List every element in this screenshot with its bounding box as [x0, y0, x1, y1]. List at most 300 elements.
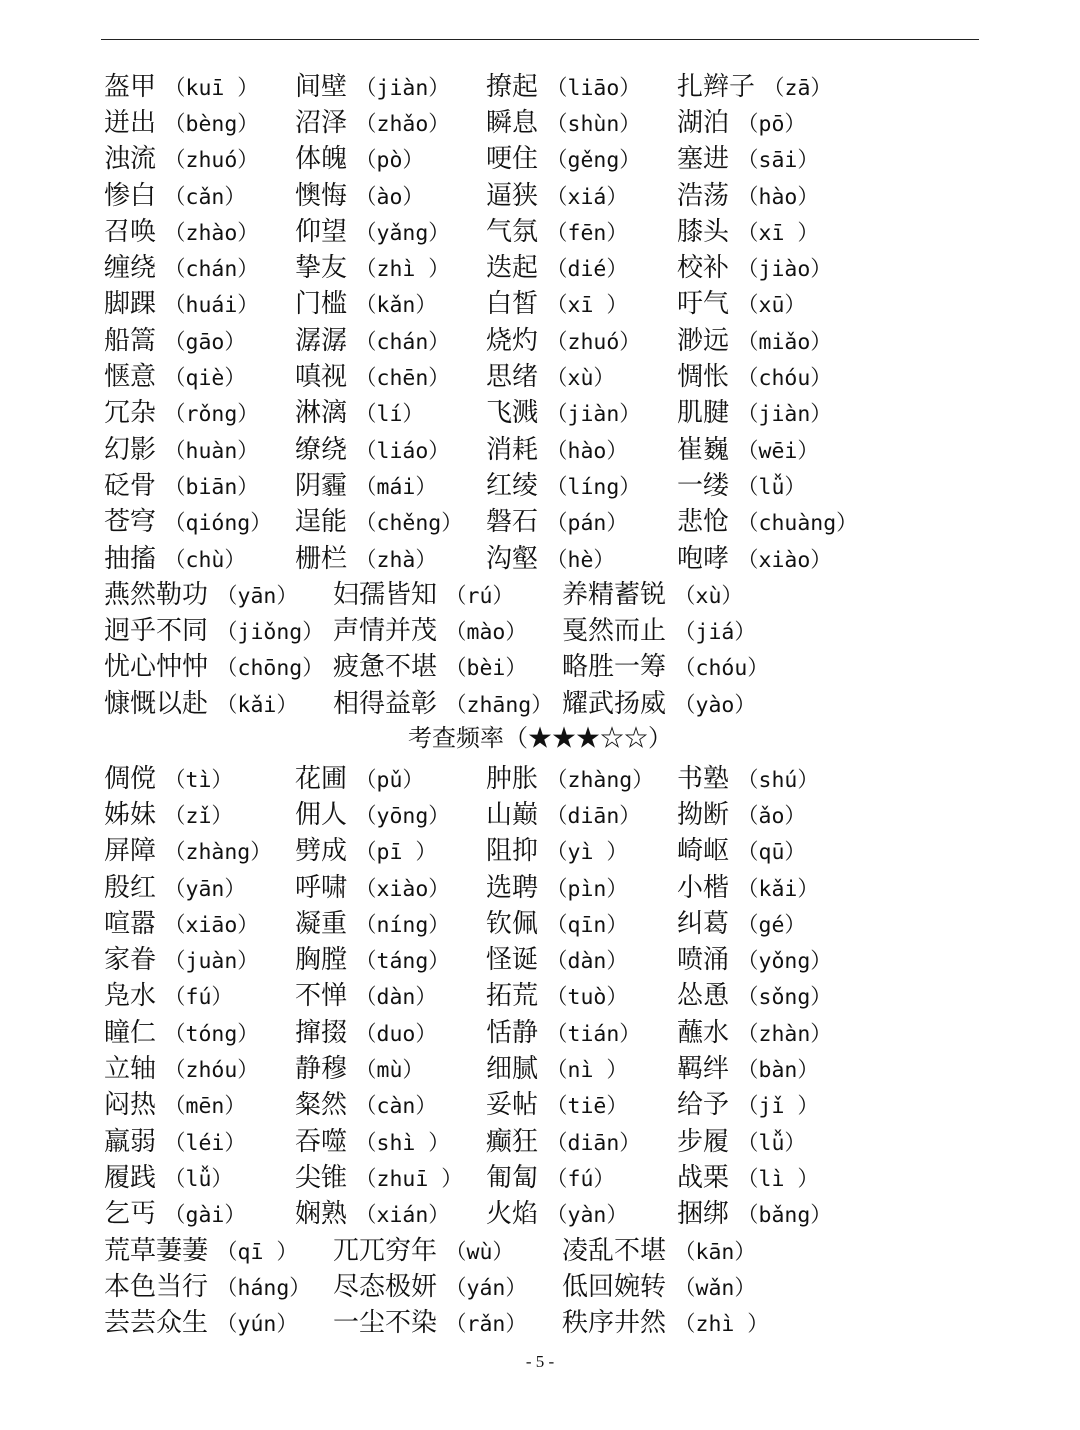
vocab-entry — [486, 66, 677, 103]
vocab-pinyin: （xiāo） — [164, 912, 259, 938]
vocab-term: 怪诞 — [486, 945, 539, 976]
vocab-term: 山巅 — [486, 799, 539, 830]
vocab-pinyin: （zhàng） — [546, 767, 654, 793]
page-number: - 5 - — [525, 1352, 555, 1371]
vocab-pinyin: （zhǎo） — [355, 111, 450, 137]
vocab-term: 冗杂 — [104, 398, 157, 429]
vocab-entry — [295, 465, 486, 502]
vocab-term: 湖泊 — [677, 107, 730, 138]
vocab-term: 惆怅 — [677, 362, 730, 393]
vocab-term: 扎辫子 — [677, 71, 756, 102]
vocab-pinyin: （chōng） — [216, 656, 324, 682]
vocab-row — [104, 647, 980, 683]
vocab-term: 战栗 — [677, 1162, 730, 1193]
vocab-row — [104, 139, 980, 175]
vocab-term: 细腻 — [486, 1054, 539, 1085]
vocab-entry — [104, 320, 295, 357]
vocab-term: 迥乎不同 — [104, 616, 209, 647]
vocab-entry — [295, 392, 486, 429]
vocab-entry — [104, 392, 295, 429]
vocab-entry — [333, 1230, 562, 1267]
vocab-entry — [295, 501, 486, 538]
vocab-term: 给予 — [677, 1090, 730, 1121]
vocab-term: 膝头 — [677, 216, 730, 247]
vocab-term: 慷慨以赴 — [104, 688, 209, 719]
vocab-term: 吞噬 — [295, 1126, 348, 1157]
vocab-pinyin: （kān） — [674, 1239, 756, 1265]
vocab-pinyin: （huàn） — [164, 438, 259, 464]
vocab-term: 飞溅 — [486, 398, 539, 429]
vocab-row — [104, 429, 980, 465]
vocab-entry — [104, 1266, 333, 1303]
vocab-pinyin: （bèi） — [445, 656, 527, 682]
vocab-row — [104, 903, 980, 939]
vocab-term: 殷红 — [104, 872, 157, 903]
vocab-term: 癫狂 — [486, 1126, 539, 1157]
vocab-pinyin: （zhì ） — [355, 257, 450, 283]
vocab-entry — [295, 538, 486, 575]
vocab-pinyin: （jiào） — [737, 257, 832, 283]
vocab-term: 立轴 — [104, 1054, 157, 1085]
vocab-pinyin: （hào） — [737, 184, 819, 210]
vocab-pinyin: （kǎi） — [737, 876, 819, 902]
vocab-entry — [295, 175, 486, 212]
vocab-entry — [486, 1157, 677, 1194]
vocab-pinyin: （chuàng） — [737, 511, 858, 537]
vocab-row — [104, 1302, 980, 1338]
vocab-entry — [295, 1193, 486, 1230]
vocab-entry — [104, 102, 295, 139]
vocab-term: 声情并茂 — [333, 616, 438, 647]
vocab-pinyin: （yàn） — [546, 1203, 628, 1229]
vocab-term: 缠绕 — [104, 253, 157, 284]
vocab-term: 步履 — [677, 1126, 730, 1157]
vocab-entry — [104, 683, 333, 720]
vocab-entry — [486, 247, 677, 284]
vocab-entry — [104, 1230, 333, 1267]
vocab-pinyin: （sǒng） — [737, 985, 832, 1011]
vocab-entry — [486, 903, 677, 940]
vocab-pinyin: （jǐ ） — [737, 1094, 819, 1120]
vocab-term: 略胜一筹 — [562, 652, 667, 683]
vocab-entry — [486, 465, 677, 502]
vocab-entry — [486, 138, 677, 175]
vocab-entry — [486, 830, 677, 867]
vocab-pinyin: （pō） — [737, 111, 806, 137]
vocab-pinyin: （qī ） — [216, 1239, 298, 1265]
vocab-term: 撺掇 — [295, 1017, 348, 1048]
vocab-pinyin: （chù） — [164, 547, 246, 573]
vocab-pinyin: （qiè） — [164, 366, 246, 392]
vocab-entry — [486, 758, 677, 795]
vocab-term: 尖锥 — [295, 1162, 348, 1193]
vocab-row — [104, 1121, 980, 1157]
vocab-term: 兀兀穷年 — [333, 1235, 438, 1266]
vocab-row — [104, 502, 980, 538]
vocab-term: 迭起 — [486, 253, 539, 284]
vocab-pinyin: （hè） — [546, 547, 615, 573]
vocab-row — [104, 574, 980, 610]
vocab-term: 相得益彰 — [333, 688, 438, 719]
vocab-pinyin: （dié） — [546, 257, 628, 283]
vocab-term: 疲惫不堪 — [333, 652, 438, 683]
vocab-pinyin: （gài） — [164, 1203, 246, 1229]
vocab-pinyin: （yān） — [216, 583, 298, 609]
vocab-pinyin: （xiào） — [355, 876, 450, 902]
vocab-entry — [104, 283, 295, 320]
vocab-entry — [677, 1084, 868, 1121]
vocab-pinyin: （miǎo） — [737, 329, 832, 355]
vocab-term: 逞能 — [295, 507, 348, 538]
vocab-entry — [104, 1157, 295, 1194]
vocab-pinyin: （kǎn） — [355, 293, 437, 319]
vocab-entry — [677, 975, 868, 1012]
vocab-row — [104, 1085, 980, 1121]
vocab-pinyin: （xù） — [674, 583, 743, 609]
vocab-entry — [486, 1121, 677, 1158]
vocab-pinyin: （xián） — [355, 1203, 450, 1229]
vocab-entry — [295, 211, 486, 248]
vocab-entry — [486, 794, 677, 831]
vocab-row — [104, 1157, 980, 1193]
vocab-pinyin: （qióng） — [164, 511, 272, 537]
vocab-pinyin: （yún） — [216, 1312, 298, 1338]
vocab-entry — [677, 538, 868, 575]
vocab-entry — [677, 465, 868, 502]
vocab-pinyin: （lí） — [355, 402, 424, 428]
vocab-term: 苍穹 — [104, 507, 157, 538]
vocab-term: 捆绑 — [677, 1199, 730, 1230]
vocab-pinyin: （gāo） — [164, 329, 246, 355]
vocab-entry — [677, 1048, 868, 1085]
vocab-pinyin: （lǚ） — [164, 1166, 233, 1192]
vocab-entry — [677, 501, 868, 538]
vocab-term: 逼狭 — [486, 180, 539, 211]
vocab-entry — [486, 356, 677, 393]
vocab-term: 凫水 — [104, 981, 157, 1012]
vocab-pinyin: （yǒng） — [737, 949, 832, 975]
vocab-entry — [333, 646, 562, 683]
vocab-entry — [486, 175, 677, 212]
vocab-term: 挚友 — [295, 253, 348, 284]
vocab-row — [104, 976, 980, 1012]
vocab-entry — [677, 392, 868, 429]
vocab-entry — [295, 1157, 486, 1194]
vocab-entry — [333, 683, 562, 720]
vocab-term: 阴霾 — [295, 470, 348, 501]
vocab-entry — [677, 1012, 868, 1049]
vocab-pinyin: （liāo） — [546, 75, 641, 101]
vocab-pinyin: （tóng） — [164, 1021, 259, 1047]
vocab-pinyin: （léi） — [164, 1130, 246, 1156]
vocab-term: 砭骨 — [104, 470, 157, 501]
vocab-entry — [295, 1084, 486, 1121]
vocab-entry — [104, 867, 295, 904]
vocab-pinyin: （táng） — [355, 949, 450, 975]
vocab-term: 脚踝 — [104, 289, 157, 320]
vocab-pinyin: （bèng） — [164, 111, 259, 137]
vocab-pinyin: （sāi） — [737, 148, 819, 174]
vocab-term: 芸芸众生 — [104, 1308, 209, 1339]
vocab-entry — [562, 1302, 791, 1339]
vocab-row — [104, 247, 980, 283]
vocab-term: 嗔视 — [295, 362, 348, 393]
vocab-term: 阻抑 — [486, 836, 539, 867]
vocab-pinyin: （zhāng） — [445, 692, 553, 718]
vocab-entry — [295, 903, 486, 940]
vocab-entry — [295, 1121, 486, 1158]
vocab-pinyin: （chóu） — [674, 656, 769, 682]
vocab-entry — [104, 1048, 295, 1085]
vocab-pinyin: （yán） — [445, 1275, 527, 1301]
vocab-entry — [295, 66, 486, 103]
vocab-pinyin: （biān） — [164, 474, 259, 500]
vocab-term: 塞进 — [677, 144, 730, 175]
vocab-entry — [295, 830, 486, 867]
vocab-entry — [104, 356, 295, 393]
vocab-row — [104, 66, 980, 102]
vocab-term: 渺远 — [677, 325, 730, 356]
vocab-pinyin: （ǎo） — [737, 803, 806, 829]
vocab-entry — [104, 138, 295, 175]
vocab-term: 凝重 — [295, 908, 348, 939]
vocab-pinyin: （yōng） — [355, 803, 450, 829]
vocab-pinyin: （tì） — [164, 767, 233, 793]
vocab-term: 家眷 — [104, 945, 157, 976]
vocab-term: 懊悔 — [295, 180, 348, 211]
vocab-pinyin: （dàn） — [546, 949, 628, 975]
vocab-pinyin: （rǒng） — [164, 402, 259, 428]
vocab-entry — [486, 867, 677, 904]
vocab-pinyin: （rǎn） — [445, 1312, 527, 1338]
vocab-term: 戛然而止 — [562, 616, 667, 647]
vocab-pinyin: （lì ） — [737, 1166, 819, 1192]
vocab-pinyin: （mù） — [355, 1058, 424, 1084]
vocab-pinyin: （xū） — [737, 293, 806, 319]
vocab-row — [104, 794, 980, 830]
vocab-term: 喷涌 — [677, 945, 730, 976]
vocab-term: 羁绊 — [677, 1054, 730, 1085]
vocab-term: 抽搐 — [104, 543, 157, 574]
vocab-entry — [295, 939, 486, 976]
vocab-pinyin: （diān） — [546, 803, 641, 829]
vocab-term: 崔巍 — [677, 434, 730, 465]
vocab-term: 妇孺皆知 — [333, 579, 438, 610]
vocab-entry — [104, 211, 295, 248]
vocab-entry — [104, 1121, 295, 1158]
vocab-pinyin: （zhuó） — [546, 329, 641, 355]
vocab-pinyin: （jiá） — [674, 620, 756, 646]
vocab-entry — [677, 903, 868, 940]
vocab-pinyin: （zhào） — [164, 220, 259, 246]
vocab-pinyin: （chán） — [164, 257, 259, 283]
vocab-pinyin: （tián） — [546, 1021, 641, 1047]
vocab-term: 选聘 — [486, 872, 539, 903]
vocab-term: 惨白 — [104, 180, 157, 211]
vocab-entry — [295, 102, 486, 139]
vocab-pinyin: （pī ） — [355, 840, 437, 866]
vocab-row — [104, 867, 980, 903]
vocab-pinyin: （zhuó） — [164, 148, 259, 174]
vocab-term: 倜傥 — [104, 763, 157, 794]
vocab-entry — [677, 211, 868, 248]
vocab-term: 思绪 — [486, 362, 539, 393]
vocab-term: 吁气 — [677, 289, 730, 320]
vocab-entry — [295, 356, 486, 393]
vocab-term: 火焰 — [486, 1199, 539, 1230]
vocab-entry — [104, 758, 295, 795]
vocab-entry — [486, 939, 677, 976]
vocab-term: 烧灼 — [486, 325, 539, 356]
vocab-term: 撩起 — [486, 71, 539, 102]
vocab-row — [104, 1048, 980, 1084]
vocab-entry — [295, 794, 486, 831]
vocab-pinyin: （shùn） — [546, 111, 641, 137]
vocab-term: 羸弱 — [104, 1126, 157, 1157]
vocab-term: 凌乱不堪 — [562, 1235, 667, 1266]
vocab-entry — [677, 320, 868, 357]
vocab-term: 姊妹 — [104, 799, 157, 830]
vocab-term: 浩荡 — [677, 180, 730, 211]
vocab-term: 胸膛 — [295, 945, 348, 976]
vocab-term: 栅栏 — [295, 543, 348, 574]
vocab-term: 屏障 — [104, 836, 157, 867]
vocab-term: 本色当行 — [104, 1271, 209, 1302]
vocab-entry — [104, 1012, 295, 1049]
vocab-term: 劈成 — [295, 836, 348, 867]
vocab-term: 校补 — [677, 253, 730, 284]
vocab-row — [104, 465, 980, 501]
vocab-pinyin: （kǎi） — [216, 692, 298, 718]
vocab-pinyin: （càn） — [355, 1094, 437, 1120]
vocab-pinyin: （bǎng） — [737, 1203, 832, 1229]
vocab-term: 白皙 — [486, 289, 539, 320]
vocab-entry — [295, 138, 486, 175]
vocab-entry — [104, 1302, 333, 1339]
vocab-term: 淋漓 — [295, 398, 348, 429]
vocab-term: 秩序井然 — [562, 1308, 667, 1339]
vocab-entry — [562, 610, 791, 647]
vocab-pinyin: （pò） — [355, 148, 424, 174]
vocab-pinyin: （chěng） — [355, 511, 463, 537]
vocab-pinyin: （níng） — [355, 912, 450, 938]
vocab-entry — [295, 975, 486, 1012]
vocab-entry — [486, 320, 677, 357]
vocab-term: 潺潺 — [295, 325, 348, 356]
vocab-pinyin: （yì ） — [546, 840, 628, 866]
vocab-row — [104, 356, 980, 392]
frequency-heading: 考查频率（★★★☆☆） — [408, 724, 672, 752]
vocab-pinyin: （yào） — [674, 692, 756, 718]
vocab-term: 肌腱 — [677, 398, 730, 429]
vocab-pinyin: （lǚ） — [737, 474, 806, 500]
vocab-block-1 — [104, 66, 980, 719]
vocab-term: 崎岖 — [677, 836, 730, 867]
vocab-entry — [677, 1157, 868, 1194]
vocab-pinyin: （fēn） — [546, 220, 628, 246]
vocab-entry — [104, 646, 333, 683]
vocab-row — [104, 939, 980, 975]
vocab-term: 花圃 — [295, 763, 348, 794]
vocab-term: 喧嚣 — [104, 908, 157, 939]
vocab-pinyin: （huái） — [164, 293, 259, 319]
vocab-entry — [104, 501, 295, 538]
vocab-term: 消耗 — [486, 434, 539, 465]
vocab-entry — [486, 1048, 677, 1085]
vocab-entry — [295, 1048, 486, 1085]
vocab-row — [104, 758, 980, 794]
vocab-pinyin: （jiàn） — [737, 402, 832, 428]
vocab-entry — [104, 1193, 295, 1230]
vocab-term: 怂恿 — [677, 981, 730, 1012]
vocab-entry — [486, 392, 677, 429]
vocab-entry — [486, 429, 677, 466]
vocab-pinyin: （xī ） — [546, 293, 628, 319]
vocab-pinyin: （fú） — [164, 985, 233, 1011]
vocab-term: 一尘不染 — [333, 1308, 438, 1339]
vocab-pinyin: （mēn） — [164, 1094, 246, 1120]
vocab-pinyin: （nì ） — [546, 1058, 628, 1084]
vocab-entry — [677, 830, 868, 867]
vocab-row — [104, 1012, 980, 1048]
vocab-term: 盔甲 — [104, 71, 157, 102]
vocab-entry — [677, 66, 868, 103]
vocab-entry — [104, 465, 295, 502]
vocab-row — [104, 211, 980, 247]
vocab-entry — [295, 429, 486, 466]
vocab-pinyin: （wǎn） — [674, 1275, 756, 1301]
vocab-pinyin: （lǚ） — [737, 1130, 806, 1156]
vocab-term: 纠葛 — [677, 908, 730, 939]
vocab-entry — [333, 1302, 562, 1339]
vocab-row — [104, 538, 980, 574]
vocab-pinyin: （zhì ） — [674, 1312, 769, 1338]
vocab-entry — [486, 1193, 677, 1230]
vocab-pinyin: （duo） — [355, 1021, 437, 1047]
vocab-entry — [677, 939, 868, 976]
vocab-entry — [104, 939, 295, 976]
vocab-term: 间壁 — [295, 71, 348, 102]
vocab-pinyin: （jiǒng） — [216, 620, 324, 646]
vocab-term: 悲怆 — [677, 507, 730, 538]
vocab-term: 拓荒 — [486, 981, 539, 1012]
vocab-term: 养精蓄锐 — [562, 579, 667, 610]
vocab-entry — [104, 610, 333, 647]
vocab-term: 门槛 — [295, 289, 348, 320]
vocab-entry — [104, 574, 333, 611]
vocab-entry — [486, 102, 677, 139]
vocab-entry — [104, 175, 295, 212]
vocab-term: 一缕 — [677, 470, 730, 501]
vocab-row — [104, 102, 980, 138]
vocab-entry — [295, 320, 486, 357]
vocab-row — [104, 320, 980, 356]
vocab-entry — [677, 1121, 868, 1158]
vocab-entry — [677, 429, 868, 466]
vocab-term: 履践 — [104, 1162, 157, 1193]
vocab-pinyin: （zhàn） — [737, 1021, 832, 1047]
vocab-pinyin: （chóu） — [737, 366, 832, 392]
vocab-term: 钦佩 — [486, 908, 539, 939]
vocab-entry — [486, 1012, 677, 1049]
vocab-entry — [486, 538, 677, 575]
vocab-term: 佣人 — [295, 799, 348, 830]
vocab-term: 燕然勒功 — [104, 579, 209, 610]
vocab-pinyin: （pìn） — [546, 876, 628, 902]
vocab-entry — [104, 794, 295, 831]
vocab-term: 低回婉转 — [562, 1271, 667, 1302]
vocab-pinyin: （kuī ） — [164, 75, 259, 101]
